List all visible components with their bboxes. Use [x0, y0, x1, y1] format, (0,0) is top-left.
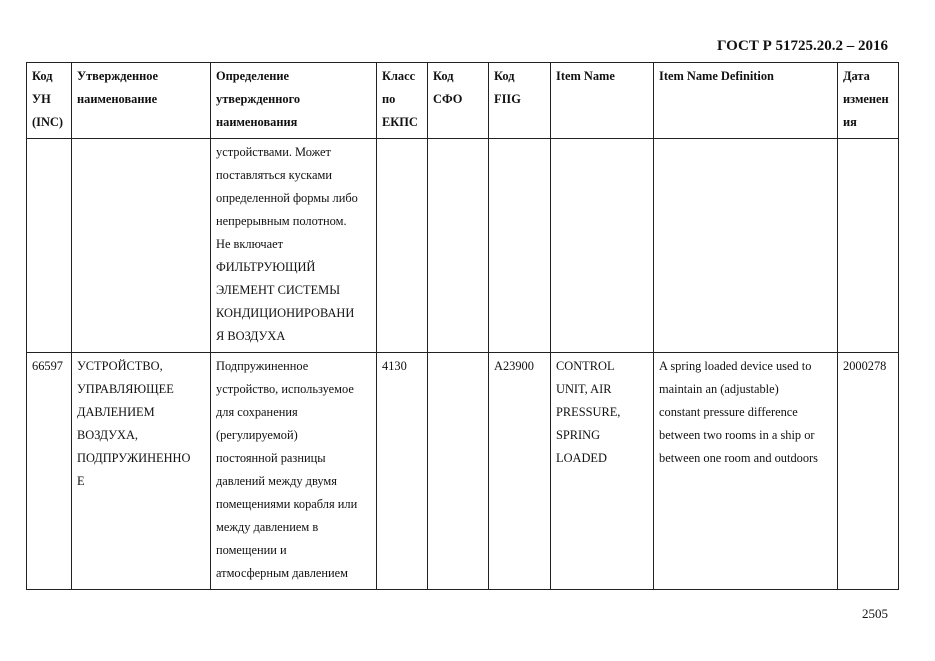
table-row [27, 139, 899, 353]
cell-approved-name: УСТРОЙСТВО, УПРАВЛЯЮЩЕЕ ДАВЛЕНИЕМ ВОЗДУХА, ПОДПРУЖИНЕННО Е [72, 353, 211, 590]
header-approved-name: Утвержденное наименование [72, 63, 211, 139]
header-name-definition: Определение утвержденного наименования [211, 63, 377, 139]
header-change-date: Дата изменен ия [838, 63, 899, 139]
table-row [27, 353, 899, 590]
header-item-name: Item Name [551, 63, 654, 139]
header-item-name-definition: Item Name Definition [654, 63, 838, 139]
table-header-row [27, 63, 899, 139]
header-ekps-class: Класс по ЕКПС [377, 63, 428, 139]
cell-inc-code: 66597 [27, 353, 72, 590]
cell-fiig-code [489, 139, 551, 353]
cell-item-name-definition [654, 139, 838, 353]
catalog-table [26, 62, 899, 590]
cell-sfo-code [428, 353, 489, 590]
cell-inc-code [27, 139, 72, 353]
page-number: 2505 [862, 606, 888, 621]
document-standard-title: ГОСТ Р 51725.20.2 – 2016 [716, 38, 888, 54]
cell-change-date [838, 139, 899, 353]
header-fiig-code: Код FIIG [489, 63, 551, 139]
cell-change-date: 2000278 [838, 353, 899, 590]
cell-item-name: CONTROL UNIT, AIR PRESSURE, SPRING LOADED [551, 353, 654, 590]
cell-ekps-class: 4130 [377, 353, 428, 590]
cell-item-name [551, 139, 654, 353]
header-sfo-code: Код СФО [428, 63, 489, 139]
cell-name-definition: устройствами. Может поставляться кусками определенной формы либо непрерывным полотном. Не включает ФИЛЬТРУЮЩИЙ ЭЛЕМЕНТ СИСТЕМЫ КОНДИЦИОНИРОВАНИ Я ВОЗДУХА [211, 139, 377, 353]
header-inc-code: Код УН (INC) [27, 63, 72, 139]
cell-ekps-class [377, 139, 428, 353]
cell-fiig-code: A23900 [489, 353, 551, 590]
cell-sfo-code [428, 139, 489, 353]
cell-name-definition: Подпружиненное устройство, используемое для сохранения (регулируемой) постоянной разницы давлений между двумя помещениями корабля или между давлением в помещении и атмосферным давлением [211, 353, 377, 590]
cell-item-name-definition: A spring loaded device used to maintain an (adjustable) constant pressure difference between two rooms in a ship or between one room and outdoors [654, 353, 838, 590]
cell-approved-name [72, 139, 211, 353]
